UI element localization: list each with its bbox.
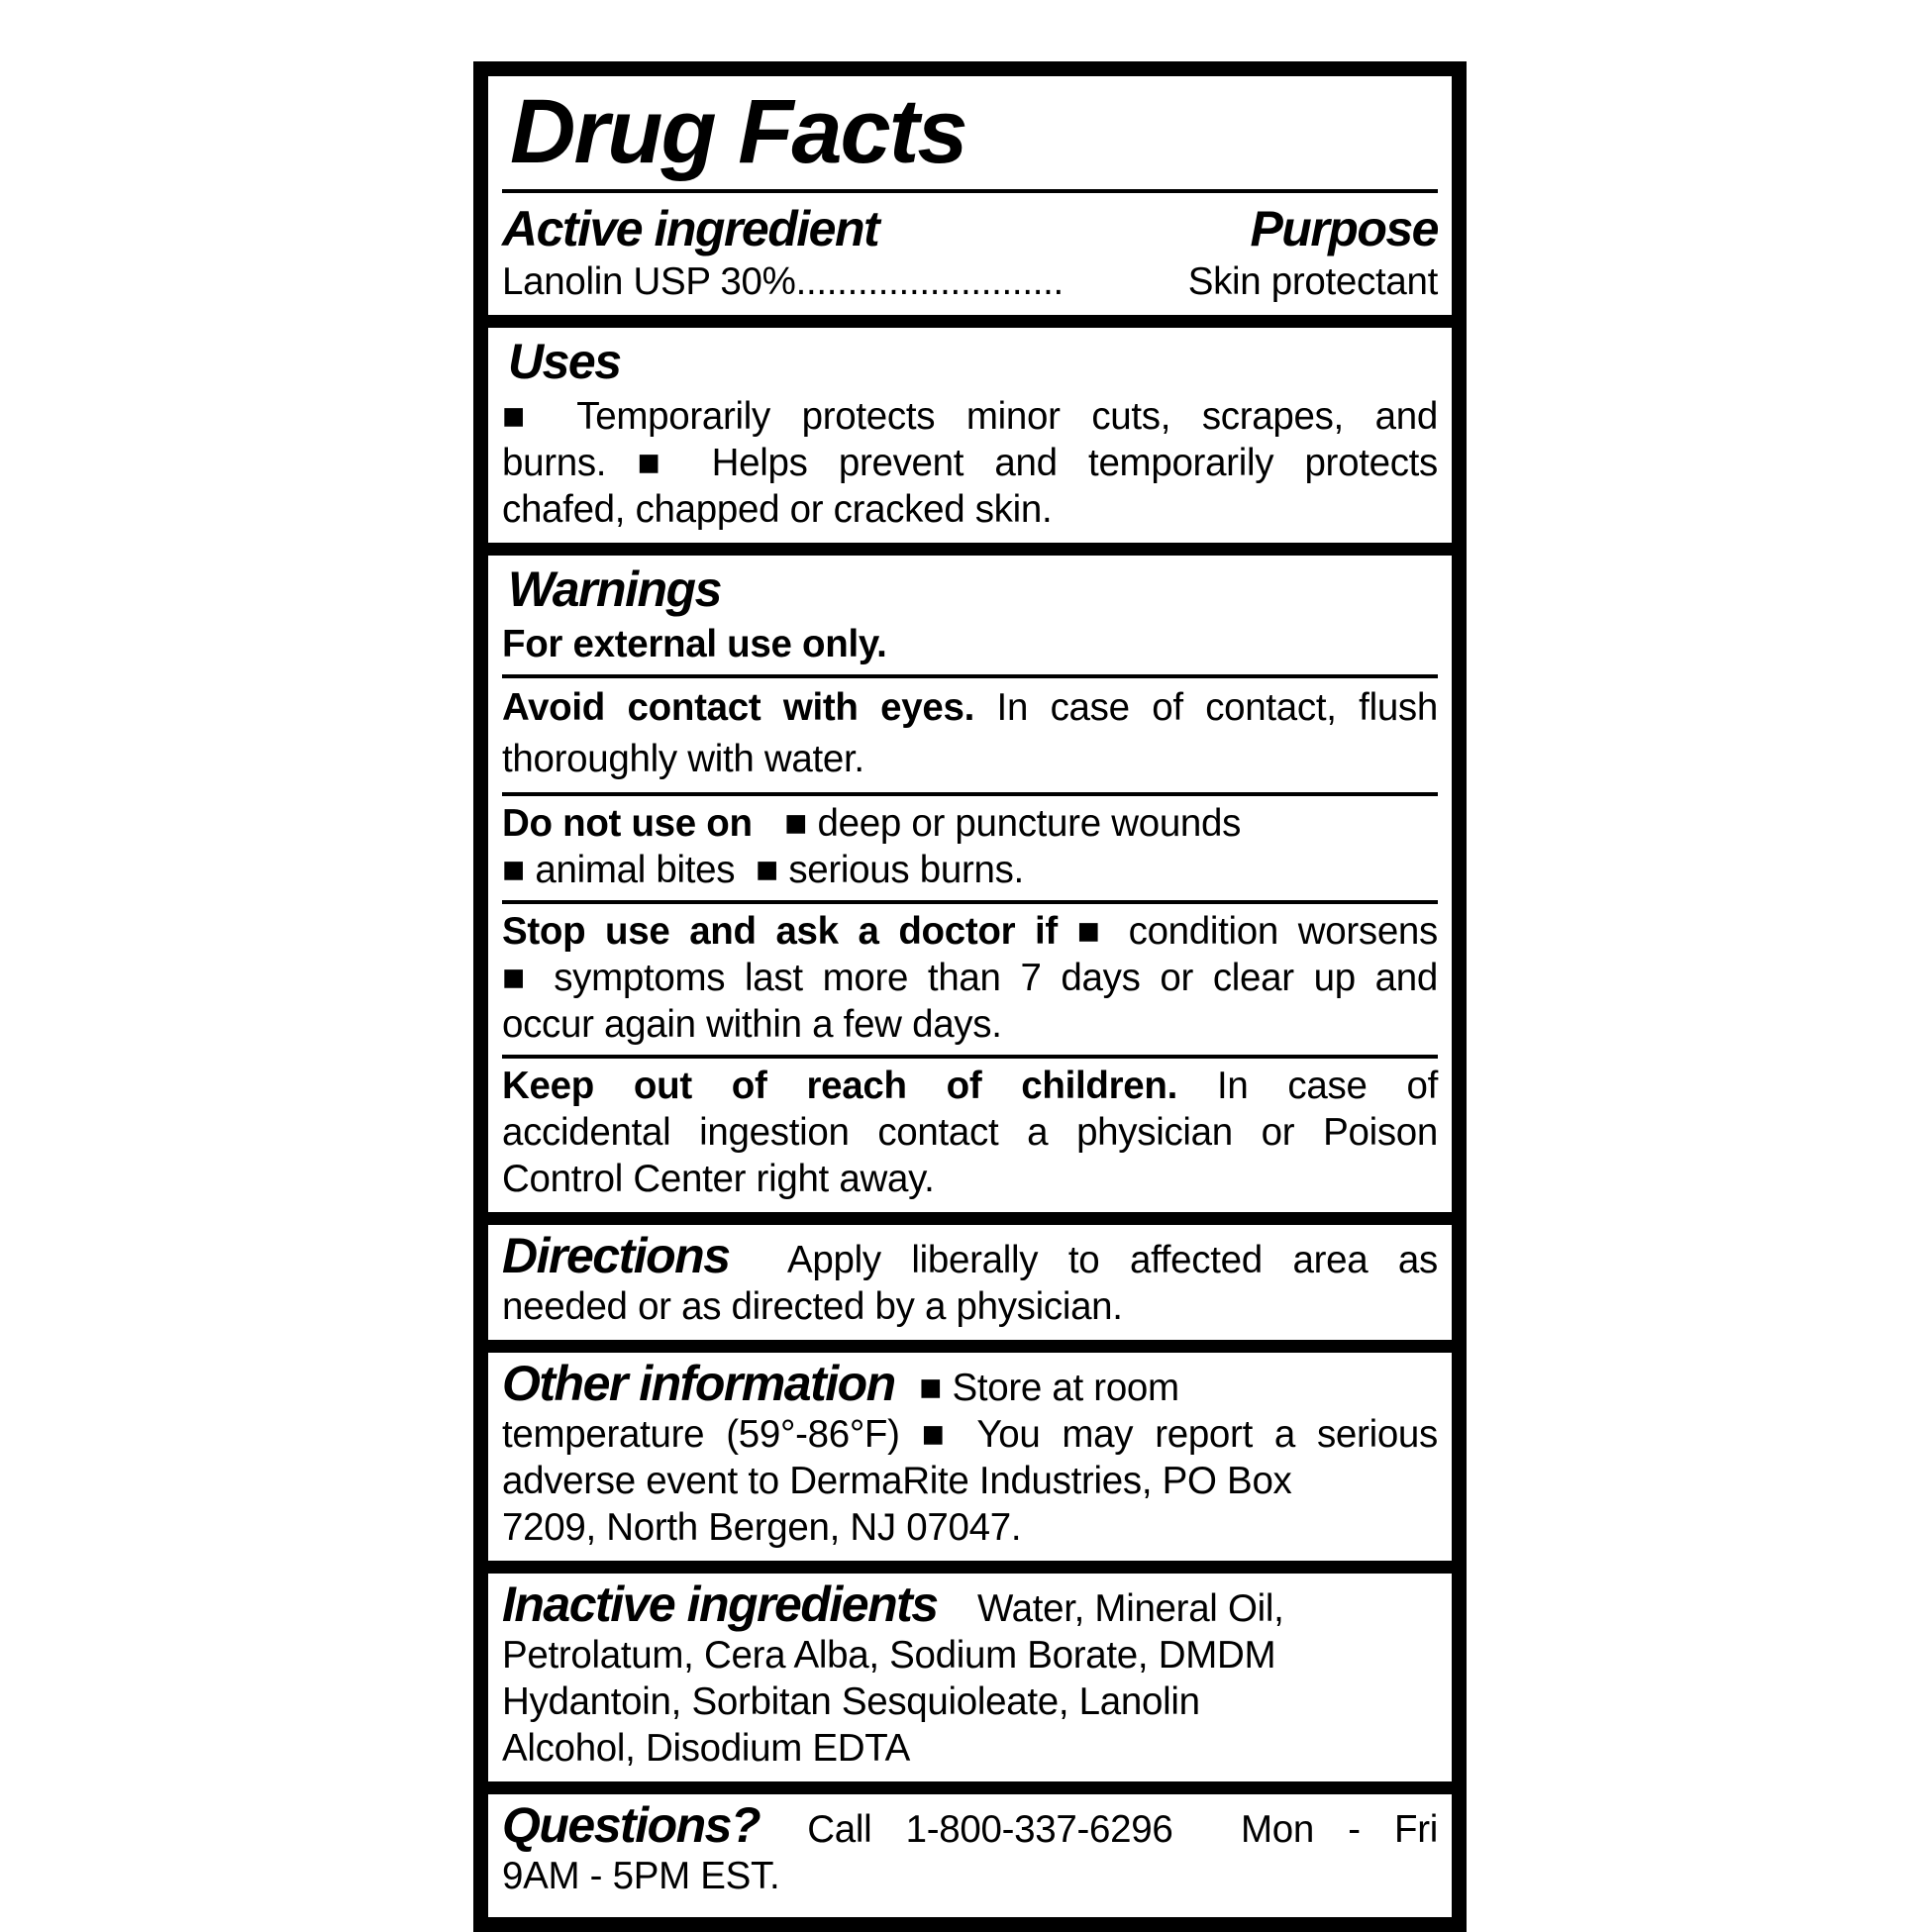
other-information-line <box>502 1355 1438 1411</box>
other-information-section <box>488 1353 1452 1561</box>
warnings-divider <box>502 674 1438 678</box>
keep-out-line: Control Center right away. <box>502 1157 935 1200</box>
keep-out-lead: Keep out of reach of children. <box>502 1064 1178 1107</box>
stop-use-line: ■ symptoms last more than 7 days or clear up and <box>502 956 1438 999</box>
external-use-statement: For external use only. <box>502 622 887 665</box>
inactive-ingredients-section <box>488 1574 1452 1781</box>
other-information-line: 7209, North Bergen, NJ 07047. <box>502 1505 1022 1549</box>
inactive-ingredients-line <box>502 1576 1438 1632</box>
warnings-heading: Warnings <box>508 560 721 617</box>
purpose-heading: Purpose <box>1250 200 1438 256</box>
dot-leader: .......................... <box>795 259 1064 303</box>
inactive-ingredients-line: Alcohol, Disodium EDTA <box>502 1726 911 1770</box>
do-not-use-rest: ■ deep or puncture wounds <box>784 801 1242 845</box>
directions-line: needed or as directed by a physician. <box>502 1284 1123 1328</box>
drug-facts-title: Drug Facts <box>510 81 966 182</box>
questions-line: 9AM - 5PM EST. <box>502 1854 780 1897</box>
directions-heading: Directions <box>502 1227 730 1283</box>
keep-out-line <box>502 1063 1438 1109</box>
other-information-rest: ■ Store at room <box>919 1366 1179 1409</box>
inactive-ingredients-line: Hydantoin, Sorbitan Sesquioleate, Lanolin <box>502 1679 1200 1723</box>
questions-section <box>488 1794 1452 1917</box>
warnings-section <box>488 556 1452 1212</box>
uses-line: chafed, chapped or cracked skin. <box>502 487 1053 531</box>
stop-use-line: occur again within a few days. <box>502 1002 1002 1046</box>
directions-line <box>502 1227 1438 1283</box>
ingredient-name: Lanolin USP 30% <box>502 259 796 303</box>
avoid-contact-line: thoroughly with water. <box>502 737 864 780</box>
other-information-line: adverse event to DermaRite Industries, PO Box <box>502 1459 1292 1502</box>
inactive-ingredients-heading: Inactive ingredients <box>502 1576 938 1632</box>
stop-use-rest: ■ condition worsens <box>1076 909 1438 953</box>
warnings-divider <box>502 792 1438 796</box>
directions-rest: Apply liberally to affected area as <box>787 1238 1438 1281</box>
avoid-contact-block <box>502 682 1438 785</box>
avoid-contact-rest: In case of contact, flush <box>996 685 1438 729</box>
avoid-contact-line <box>502 682 1438 734</box>
ingredient-purpose: Skin protectant <box>1187 259 1438 303</box>
active-ingredient-heading: Active ingredient <box>502 200 879 256</box>
uses-line: burns. ■ Helps prevent and temporarily protects <box>502 441 1438 484</box>
questions-rest: Call 1-800-337-6296 Mon - Fri <box>807 1807 1438 1851</box>
inactive-ingredients-rest: Water, Mineral Oil, <box>977 1586 1284 1630</box>
questions-line <box>502 1796 1438 1853</box>
stop-use-line <box>502 908 1438 955</box>
uses-heading: Uses <box>508 333 621 389</box>
warnings-divider <box>502 900 1438 904</box>
other-information-heading: Other information <box>502 1355 895 1411</box>
active-ingredient-heading-row <box>502 201 1438 256</box>
warnings-divider <box>502 1055 1438 1059</box>
active-ingredient-row <box>502 258 1438 305</box>
stop-use-lead: Stop use and ask a doctor if <box>502 909 1058 953</box>
do-not-use-line: ■ animal bites ■ serious burns. <box>502 848 1024 891</box>
title-rule <box>502 189 1438 193</box>
uses-line: ■ Temporarily protects minor cuts, scrapes, and <box>502 394 1438 438</box>
drug-facts-label <box>473 61 1467 1932</box>
do-not-use-lead: Do not use on <box>502 801 753 845</box>
keep-out-rest: In case of <box>1216 1064 1438 1107</box>
avoid-contact-lead: Avoid contact with eyes. <box>502 685 975 729</box>
directions-section <box>488 1225 1452 1340</box>
do-not-use-line <box>502 800 1438 847</box>
other-information-line: temperature (59°-86°F) ■ You may report a serious <box>502 1412 1438 1456</box>
questions-heading: Questions? <box>502 1796 761 1853</box>
keep-out-line: accidental ingestion contact a physician or Poison <box>502 1110 1438 1154</box>
header-section <box>488 76 1452 315</box>
inactive-ingredients-line: Petrolatum, Cera Alba, Sodium Borate, DMDM <box>502 1633 1276 1677</box>
uses-section <box>488 328 1452 543</box>
